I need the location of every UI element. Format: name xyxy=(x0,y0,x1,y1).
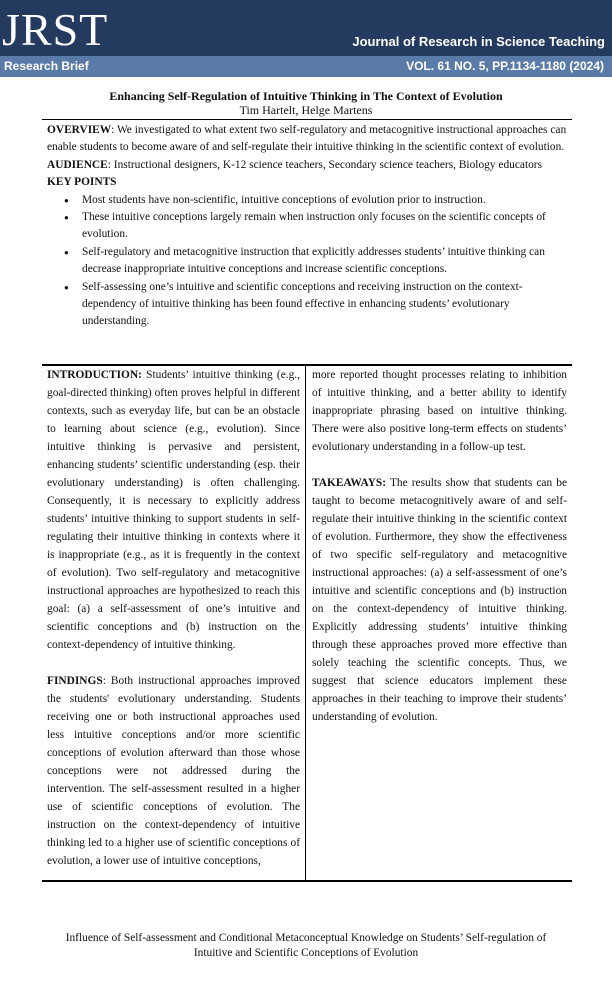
header-subbar xyxy=(0,56,612,77)
takeaways-text: The results show that students can be taught to become metacognitively aware of and self-regulate their intuitive thinking in the scientific context of evolution. Furthermore, they show the effectiveness of two specific self-regulatory and metacognitive instructional approaches: (a) a self-assessment of one’s intuitive and scientific conceptions and (b) instruction on the context-dependency of intuitive thinking. Explicitly addressing students’ intuitive thinking through these approaches proved more effective than solely teaching the scientific concepts. Thus, we suggest that science educators implement these approaches in their teaching to improve their students’ understanding of evolution. xyxy=(312,477,567,723)
overview-label: OVERVIEW xyxy=(47,124,112,136)
introduction-label: INTRODUCTION: xyxy=(47,369,142,381)
left-column xyxy=(47,366,300,870)
rule-bottom xyxy=(42,880,572,882)
introduction-paragraph xyxy=(47,366,300,654)
audience-paragraph xyxy=(47,157,569,174)
key-points-heading: KEY POINTS xyxy=(47,176,117,189)
summary-box xyxy=(47,122,569,331)
journal-name: Journal of Research in Science Teaching xyxy=(352,34,605,49)
key-point-item: ● Self-assessing one’s intuitive and scientific conceptions and receiving instruction on the context-dependency of intuitive thinking has been found effective in enhancing students’ evolutionary understanding. xyxy=(47,279,569,331)
findings-paragraph xyxy=(47,672,300,870)
volume-info: VOL. 61 NO. 5, PP.1134-1180 (2024) xyxy=(406,59,604,73)
introduction-text: Students’ intuitive thinking (e.g., goal-directed thinking) often proves helpful in different contexts, such as everyday life, but can be an obstacle to learning about science (e.g., evolution). Since intuitive thinking is pervasive and persistent, enhancing students’ scientific understanding (esp. their evolutionary understanding) is often challenging. Consequently, it is necessary to explicitly address students’ intuitive thinking to support students in self-regulating their intuitive thinking in contexts where it is inappropriate (e.g., as it is frequently in the context of evolution). Two self-regulatory and metacognitive instructional approaches are hypothesized to reach this goal: (a) a self-assessment of one’s intuitive and scientific conceptions and (b) instruction on the context-dependency of intuitive thinking. xyxy=(47,369,300,651)
findings-label: FINDINGS xyxy=(47,675,103,687)
right-column xyxy=(312,366,567,726)
rule-top xyxy=(42,119,572,120)
article-title: Enhancing Self-Regulation of Intuitive Thinking in The Context of Evolution xyxy=(109,89,503,103)
takeaways-label: TAKEAWAYS: xyxy=(312,477,387,489)
overview-paragraph xyxy=(47,122,569,157)
article-authors: Tim Hartelt, Helge Martens xyxy=(239,103,373,117)
findings-text: : Both instructional approaches improved the students' evolutionary understanding. Students receiving one or both instructional approaches used less intuitive conceptions and/or more scientific conceptions of evolution afterward than those whose conceptions were not addressed during the intervention. The self-assessment resulted in a higher use of scientific conceptions of evolution. The instruction on the context-dependency of intuitive thinking led to a higher use of scientific conceptions of evolution, a lower use of intuitive conceptions, xyxy=(47,675,300,867)
overview-text: : We investigated to what extent two self-regulatory and metacognitive instructional approaches can enable students to become aware of and self-regulate their intuitive thinking in the scientific context of evolution. xyxy=(47,124,567,154)
journal-logo: JRST xyxy=(2,4,109,55)
brief-type-label: Research Brief xyxy=(4,59,89,73)
audience-label: AUDIENCE xyxy=(47,158,108,171)
takeaways-paragraph xyxy=(312,474,567,726)
column-divider xyxy=(305,365,306,881)
original-article-title: Influence of Self-assessment and Conditional Metaconceptual Knowledge on Students’ Self-regulation of Intuitive and Scientific Conceptions of Evolution xyxy=(65,932,547,959)
key-point-item: ● Self-regulatory and metacognitive instruction that explicitly addresses students’ intuitive thinking can decrease inappropriate intuitive conceptions and increase scientific conceptions. xyxy=(47,244,569,279)
audience-text: : Instructional designers, K-12 science teachers, Secondary science teachers, Biology educators xyxy=(107,158,543,171)
journal-header xyxy=(0,0,612,56)
key-point-item: ● These intuitive conceptions largely remain when instruction only focuses on the scientific concepts of evolution. xyxy=(47,209,569,244)
key-point-item: ● Most students have non-scientific, intuitive conceptions of evolution prior to instruction. xyxy=(47,192,569,209)
key-points-list xyxy=(47,192,569,331)
findings-continued: more reported thought processes relating to inhibition of intuitive thinking, and a better ability to identify inappropriate phrasing based on intuitive thinking. There were also positive long-term effects on students’ evolutionary understanding in a follow-up test. xyxy=(312,369,567,453)
